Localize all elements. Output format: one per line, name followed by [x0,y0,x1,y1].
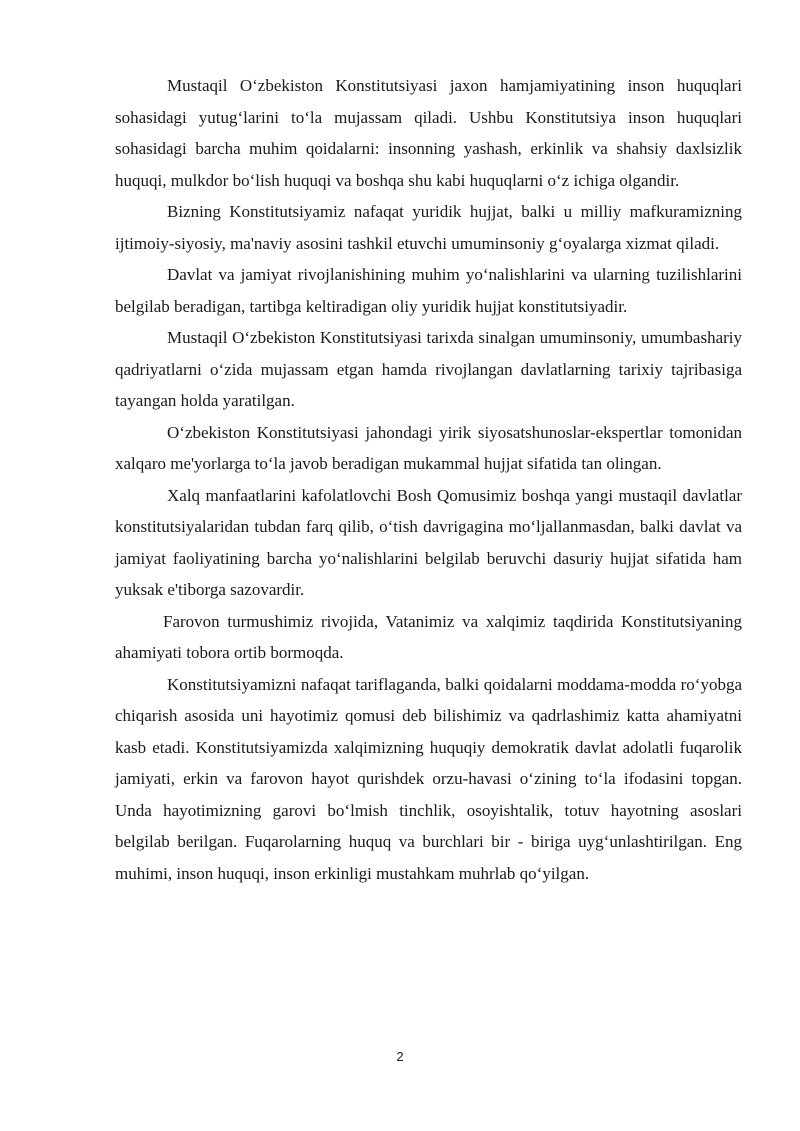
paragraph-3: Davlat va jamiyat rivojlanishining muhim yo‘nalishlarini va ularning tuzilishlarini belgilab beradigan, tartibga keltiradigan oliy yuridik hujjat konstitutsiyadir. [115,265,742,316]
paragraph-1: Mustaqil O‘zbekiston Konstitutsiyasi jaxon hamjamiyatining inson huquqlari sohasidagi yutug‘larini to‘la mujassam qiladi. Ushbu Konstitutsiya inson huquqlari sohasidagi barcha muhim qoidalarni: insonning yashash, erkinlik va shahsiy daxlsizlik huquqi, mulkdor bo‘lish huquqi va boshqa shu kabi huquqlarni o‘z ichiga olgandir. [115,76,742,190]
paragraph-4: Mustaqil O‘zbekiston Konstitutsiyasi tarixda sinalgan umuminsoniy, umumbashariy qadriyatlarni o‘zida mujassam etgan hamda rivojlangan davlatlarning tarixiy tajribasiga tayangan holda yaratilgan. [115,328,742,410]
paragraph-2: Bizning Konstitutsiyamiz nafaqat yuridik hujjat, balki u milliy mafkuramizning ijtimoiy-siyosiy, ma'naviy asosini tashkil etuvchi umuminsoniy g‘oyalarga xizmat qiladi. [115,202,742,253]
paragraph-8: Konstitutsiyamizni nafaqat tariflaganda, balki qoidalarni moddama-modda ro‘yobga chiqarish asosida uni hayotimiz qomusi deb bilishimiz va qadrlashimiz katta ahamiyatni kasb etadi. Konstitutsiyamizda xalqimizning huquqiy demokratik davlat adolatli fuqarolik jamiyati, erkin va farovon hayot qurishdek orzu-havasi o‘zining to‘la ifodasini topgan. Unda hayotimizning garovi bo‘lmish tinchlik, osoyishtalik, totuv hayotning asoslari belgilab berilgan. Fuqarolarning huquq va burchlari bir - biriga uyg‘unlashtirilgan. Eng muhimi, inson huquqi, inson erkinligi mustahkam muhrlab qo‘yilgan. [115,674,742,883]
paragraph-7: Farovon turmushimiz rivojida, Vatanimiz va xalqimiz taqdirida Konstitutsiyaning ahamiyati tobora ortib bormoqda. [115,611,742,662]
page-number: 2 [396,1049,404,1064]
document-body [115,70,742,889]
paragraph-5: O‘zbekiston Konstitutsiyasi jahondagi yirik siyosatshunoslar-ekspertlar tomonidan xalqaro me'yorlarga to‘la javob beradigan mukammal hujjat sifatida tan olingan. [115,422,742,473]
paragraph-6: Xalq manfaatlarini kafolatlovchi Bosh Qomusimiz boshqa yangi mustaqil davlatlar konstitutsiyalaridan tubdan farq qilib, o‘tish davrigagina mo‘ljallanmasdan, balki davlat va jamiyat faoliyatining barcha yo‘nalishlarini belgilab beruvchi dasuriy hujjat sifatida ham yuksak e'tiborga sazovardir. [115,485,742,599]
